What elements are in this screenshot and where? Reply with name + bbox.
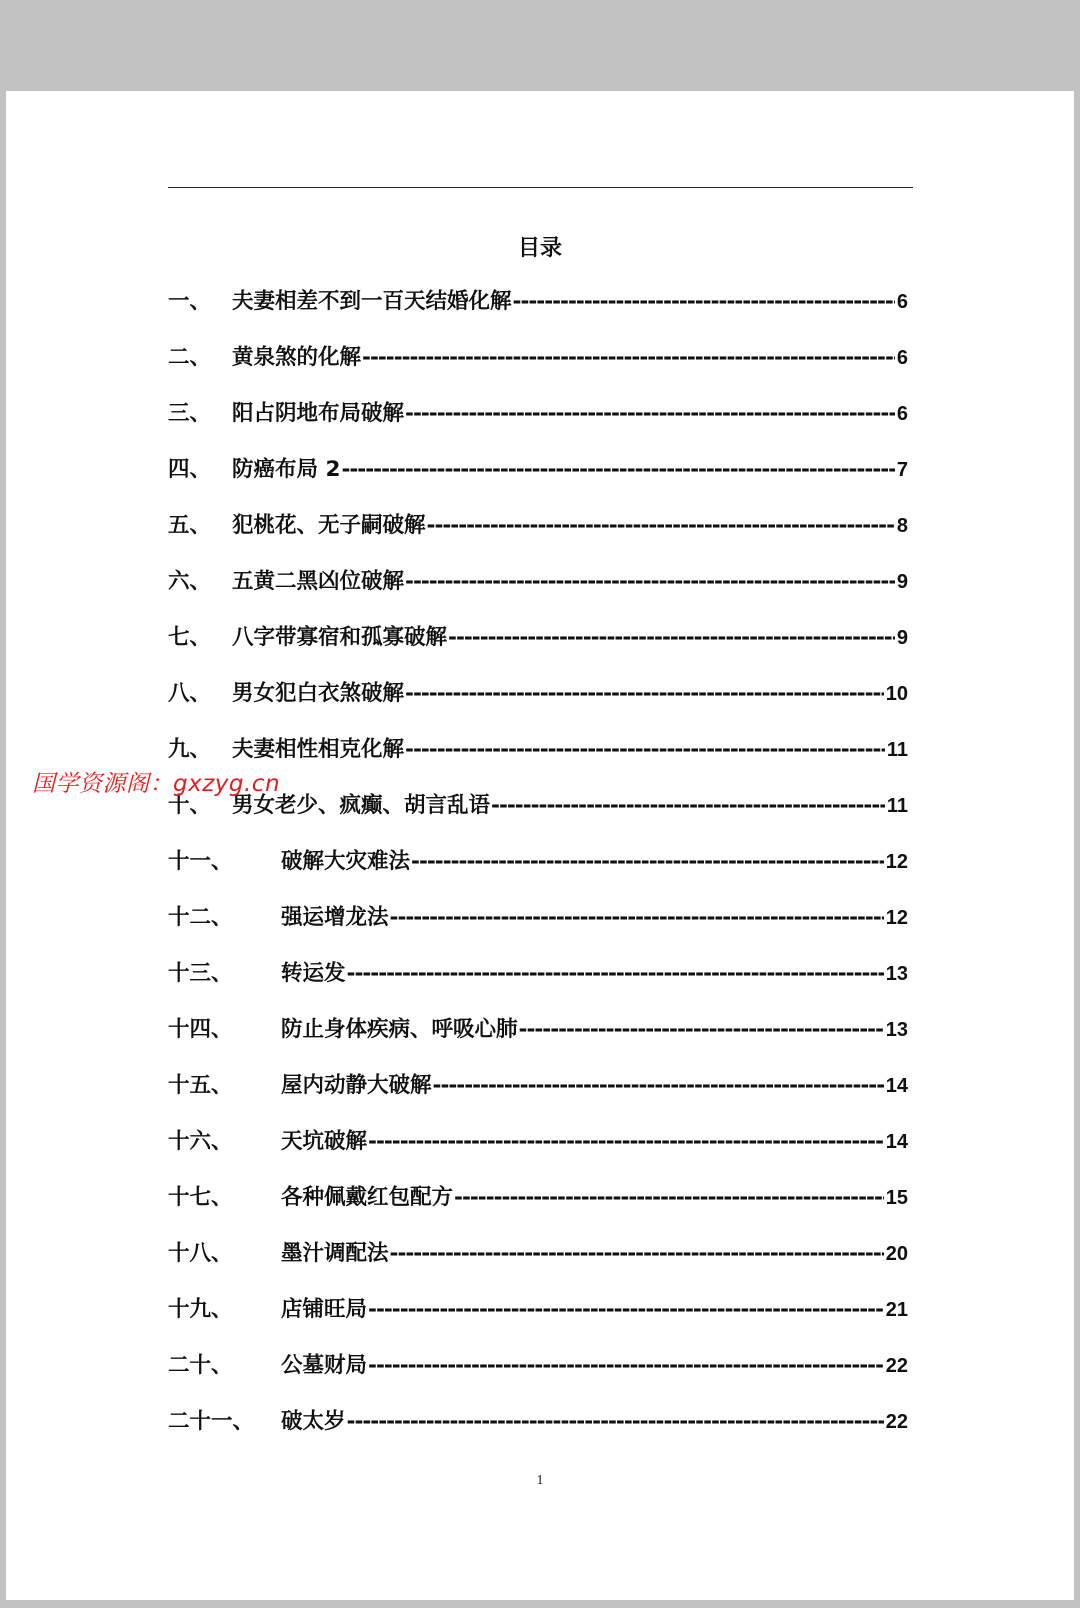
toc-entry-number: 三、 <box>168 401 212 426</box>
toc-entry-number: 十八、 <box>168 1241 233 1266</box>
toc-entry[interactable] <box>168 340 908 396</box>
toc-entry-page: 22 <box>885 1411 908 1433</box>
toc-entry-title: 店铺旺局 <box>281 1297 368 1322</box>
toc-entry[interactable] <box>168 1348 908 1404</box>
toc-entry[interactable] <box>168 1404 908 1460</box>
toc-entry-page: 14 <box>885 1131 908 1153</box>
toc-leader-dashes <box>513 289 895 314</box>
toc-leader-dashes <box>448 625 895 650</box>
toc-entry-number: 十二、 <box>168 905 233 930</box>
toc-leader-dashes <box>347 1409 884 1434</box>
toc-entry-number: 十、 <box>168 793 212 818</box>
toc-entry-title: 破太岁 <box>281 1409 346 1434</box>
header-rule <box>168 187 913 188</box>
toc-entry-page: 22 <box>885 1355 908 1377</box>
toc-entry[interactable] <box>168 676 908 732</box>
toc-entry-page: 13 <box>885 1019 908 1041</box>
toc-entry-number: 十五、 <box>168 1073 233 1098</box>
toc-entry-page: 10 <box>885 683 908 705</box>
toc-entry-title: 阳占阴地布局破解 <box>232 401 405 426</box>
toc-leader-dashes <box>368 1129 884 1154</box>
page-number: 1 <box>536 1473 544 1488</box>
toc-entry-title: 各种佩戴红包配方 <box>281 1185 454 1210</box>
toc-entry-page: 6 <box>896 403 908 425</box>
toc-entry-number: 二十、 <box>168 1353 233 1378</box>
toc-leader-dashes <box>368 1297 884 1322</box>
toc-entry-title: 转运发 <box>281 961 346 986</box>
toc-entry[interactable] <box>168 1068 908 1124</box>
toc-entry[interactable] <box>168 508 908 564</box>
toc-entry-title: 男女老少、疯癫、胡言乱语 <box>232 793 491 818</box>
toc-entry[interactable] <box>168 452 908 508</box>
toc-entry-number: 七、 <box>168 625 212 650</box>
toc-entry-number: 四、 <box>168 457 212 482</box>
toc-entry-page: 20 <box>885 1243 908 1265</box>
toc-entry-number: 十一、 <box>168 849 233 874</box>
toc-entry-number: 十九、 <box>168 1297 233 1322</box>
toc-entry-number: 十四、 <box>168 1017 233 1042</box>
toc-entry-number: 六、 <box>168 569 212 594</box>
toc-entry[interactable] <box>168 1180 908 1236</box>
toc-leader-dashes <box>454 1185 884 1210</box>
toc-leader-dashes <box>362 345 895 370</box>
toc-entry-title: 强运增龙法 <box>281 905 389 930</box>
toc-entry-title: 夫妻相性相克化解 <box>232 737 405 762</box>
toc-entry[interactable] <box>168 900 908 956</box>
toc-entry-number: 一、 <box>168 289 212 314</box>
toc-entry-number: 十七、 <box>168 1185 233 1210</box>
toc-entry-title: 屋内动静大破解 <box>281 1073 432 1098</box>
toc-entry-page: 15 <box>885 1187 908 1209</box>
toc-entry-page: 11 <box>886 795 908 817</box>
toc-title: 目录 <box>517 236 562 261</box>
toc-entry[interactable] <box>168 1124 908 1180</box>
toc-leader-dashes <box>405 401 895 426</box>
toc-entry-page: 9 <box>896 627 908 649</box>
toc-entry-title: 五黄二黑凶位破解 <box>232 569 405 594</box>
toc-entry-page: 14 <box>885 1075 908 1097</box>
toc-entry-number: 二、 <box>168 345 212 370</box>
toc-leader-dashes <box>411 849 884 874</box>
toc-entry[interactable] <box>168 620 908 676</box>
toc-entry-page: 9 <box>896 571 908 593</box>
watermark-text: 国学资源阁：gxzyg.cn <box>32 771 281 797</box>
document-page <box>6 91 1074 1600</box>
toc-entry-number: 十六、 <box>168 1129 233 1154</box>
toc-entry-page: 7 <box>896 459 908 481</box>
toc-entry-title: 犯桃花、无子嗣破解 <box>232 513 426 538</box>
toc-leader-dashes <box>405 681 884 706</box>
toc-entry-number: 二十一、 <box>168 1409 255 1434</box>
toc-entry-title: 男女犯白衣煞破解 <box>232 681 405 706</box>
toc-entry[interactable] <box>168 284 908 340</box>
toc-entry-title: 夫妻相差不到一百天结婚化解 <box>232 289 512 314</box>
toc-entry[interactable] <box>168 1292 908 1348</box>
toc-entry-number: 九、 <box>168 737 212 762</box>
toc-entry-title: 防癌布局 2 <box>232 457 341 482</box>
toc-entry-page: 6 <box>896 291 908 313</box>
toc-entry-title: 墨汁调配法 <box>281 1241 389 1266</box>
toc-entry[interactable] <box>168 956 908 1012</box>
toc-entry-title: 破解大灾难法 <box>281 849 411 874</box>
toc-leader-dashes <box>347 961 884 986</box>
toc-entry-title: 防止身体疾病、呼吸心肺 <box>281 1017 518 1042</box>
toc-leader-dashes <box>519 1017 884 1042</box>
toc-leader-dashes <box>491 793 885 818</box>
toc-entry[interactable] <box>168 844 908 900</box>
toc-entry-title: 八字带寡宿和孤寡破解 <box>232 625 448 650</box>
toc-leader-dashes <box>405 737 885 762</box>
toc-entry-page: 11 <box>886 739 908 761</box>
toc-entry-number: 八、 <box>168 681 212 706</box>
toc-leader-dashes <box>405 569 895 594</box>
toc-entry-page: 6 <box>896 347 908 369</box>
toc-entry-number: 十三、 <box>168 961 233 986</box>
toc-leader-dashes <box>368 1353 884 1378</box>
toc-entry-number: 五、 <box>168 513 212 538</box>
toc-leader-dashes <box>341 457 894 482</box>
toc-entry-page: 12 <box>885 907 908 929</box>
toc-entry[interactable] <box>168 1012 908 1068</box>
toc-entry[interactable] <box>168 396 908 452</box>
toc-entry-page: 21 <box>885 1299 908 1321</box>
toc-entry-title: 天坑破解 <box>281 1129 368 1154</box>
toc-entry-title: 黄泉煞的化解 <box>232 345 362 370</box>
toc-entry-page: 13 <box>885 963 908 985</box>
toc-entry[interactable] <box>168 1236 908 1292</box>
toc-entry-page: 12 <box>885 851 908 873</box>
toc-entry-title: 公墓财局 <box>281 1353 368 1378</box>
toc-leader-dashes <box>390 905 884 930</box>
toc-leader-dashes <box>433 1073 884 1098</box>
toc-leader-dashes <box>427 513 895 538</box>
toc-leader-dashes <box>390 1241 884 1266</box>
toc-list <box>168 284 908 1460</box>
toc-entry[interactable] <box>168 564 908 620</box>
toc-entry-page: 8 <box>896 515 908 537</box>
